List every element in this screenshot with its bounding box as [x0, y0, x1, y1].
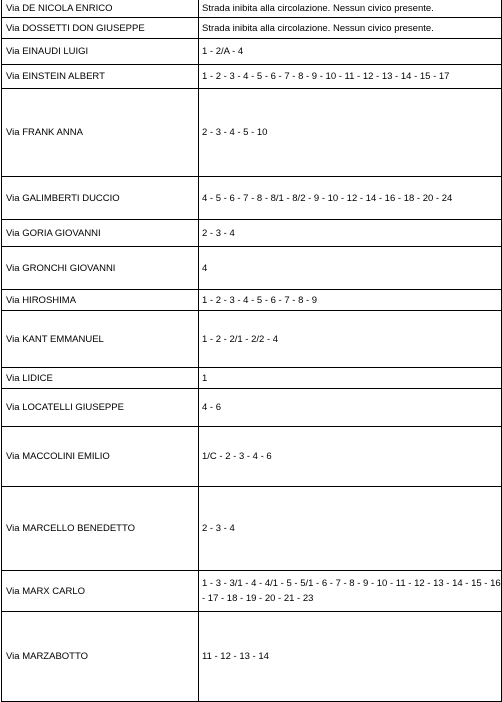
street-name-cell: Via LIDICE	[2, 368, 199, 389]
street-name-cell: Via MARX CARLO	[2, 571, 199, 612]
house-numbers-cell: 4 - 6	[199, 389, 502, 427]
house-numbers-cell: 4	[199, 247, 502, 290]
house-numbers-cell: 1 - 3 - 3/1 - 4 - 4/1 - 5 - 5/1 - 6 - 7 - 8 - 9 - 10 - 11 - 12 - 13 - 14 - 15 - 16 - 17 - 18 - 19 - 20 - 21 - 23	[199, 571, 502, 612]
table-row	[2, 487, 502, 571]
house-numbers-cell: 4 - 5 - 6 - 7 - 8 - 8/1 - 8/2 - 9 - 10 - 12 - 14 - 16 - 18 - 20 - 24	[199, 177, 502, 220]
street-name-cell: Via FRANK ANNA	[2, 89, 199, 177]
house-numbers-cell: 2 - 3 - 4	[199, 487, 502, 571]
street-name-cell: Via MACCOLINI EMILIO	[2, 427, 199, 487]
street-name-cell: Via GORIA GIOVANNI	[2, 220, 199, 247]
street-name-cell: Via KANT EMMANUEL	[2, 311, 199, 368]
table-row	[2, 612, 502, 702]
street-name-cell: Via GALIMBERTI DUCCIO	[2, 177, 199, 220]
house-numbers-cell: 11 - 12 - 13 - 14	[199, 612, 502, 702]
street-name-cell: Via MARCELLO BENEDETTO	[2, 487, 199, 571]
house-numbers-cell: Strada inibita alla circolazione. Nessun civico presente.	[199, 0, 502, 18]
house-numbers-cell: 1 - 2/A - 4	[199, 39, 502, 65]
table-row	[2, 311, 502, 368]
table-row	[2, 571, 502, 612]
table-row	[2, 247, 502, 290]
street-name-cell: Via EINSTEIN ALBERT	[2, 65, 199, 89]
house-numbers-cell: 1 - 2 - 3 - 4 - 5 - 6 - 7 - 8 - 9 - 10 - 11 - 12 - 13 - 14 - 15 - 17	[199, 65, 502, 89]
street-numbers-table	[1, 0, 502, 702]
table-row	[2, 368, 502, 389]
house-numbers-cell: 1 - 2 - 2/1 - 2/2 - 4	[199, 311, 502, 368]
street-name-cell: Via DOSSETTI DON GIUSEPPE	[2, 18, 199, 39]
house-numbers-cell: 2 - 3 - 4	[199, 220, 502, 247]
table-row	[2, 427, 502, 487]
house-numbers-cell: 1/C - 2 - 3 - 4 - 6	[199, 427, 502, 487]
table-row	[2, 177, 502, 220]
table-row	[2, 0, 502, 18]
table-row	[2, 389, 502, 427]
table-row	[2, 89, 502, 177]
street-name-cell: Via GRONCHI GIOVANNI	[2, 247, 199, 290]
table-row	[2, 220, 502, 247]
house-numbers-cell: 1 - 2 - 3 - 4 - 5 - 6 - 7 - 8 - 9	[199, 290, 502, 311]
house-numbers-cell: 1	[199, 368, 502, 389]
street-name-cell: Via LOCATELLI GIUSEPPE	[2, 389, 199, 427]
street-name-cell: Via DE NICOLA ENRICO	[2, 0, 199, 18]
table-row	[2, 65, 502, 89]
house-numbers-cell: 2 - 3 - 4 - 5 - 10	[199, 89, 502, 177]
house-numbers-cell: Strada inibita alla circolazione. Nessun civico presente.	[199, 18, 502, 39]
street-name-cell: Via HIROSHIMA	[2, 290, 199, 311]
table-row	[2, 290, 502, 311]
table-row	[2, 39, 502, 65]
street-name-cell: Via MARZABOTTO	[2, 612, 199, 702]
street-name-cell: Via EINAUDI LUIGI	[2, 39, 199, 65]
table-row	[2, 18, 502, 39]
